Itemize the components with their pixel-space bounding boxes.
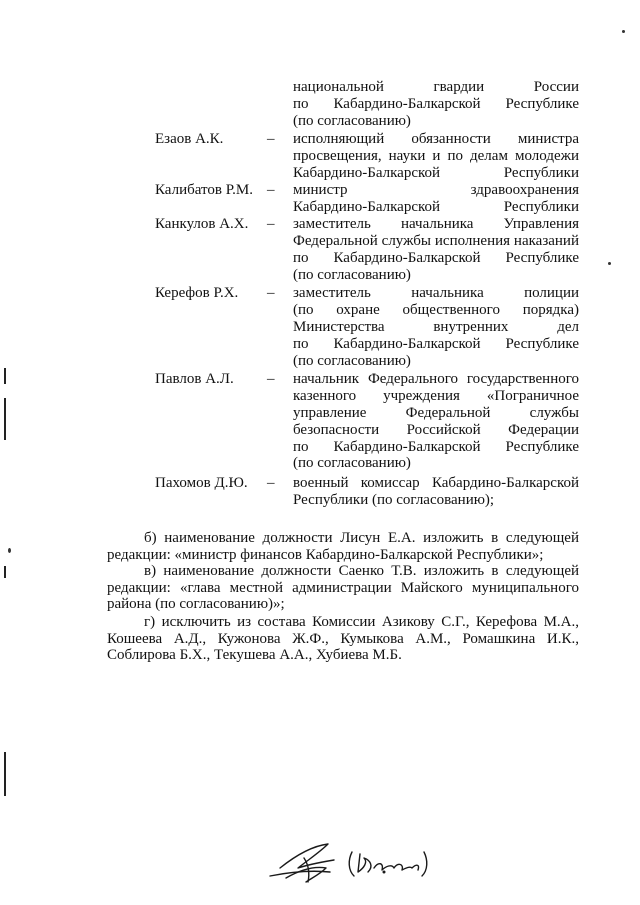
member-position [293, 475, 579, 509]
paragraph-line: б) наименование должности Лисун Е.А. изложить в следующей [144, 530, 579, 546]
position-line: заместитель начальника Управления [293, 216, 579, 232]
position-line: просвещения, науки и по делам молодежи [293, 147, 579, 164]
member-position [293, 216, 579, 284]
continuation-text [293, 79, 579, 130]
position-line: по Кабардино-Балкарской Республике [293, 335, 579, 352]
scan-margin-mark [4, 398, 6, 440]
member-name: Пахомов Д.Ю. [155, 475, 248, 491]
scan-margin-mark [4, 566, 6, 578]
scan-margin-mark [4, 368, 6, 384]
continuation-line: по Кабардино-Балкарской Республике [293, 95, 579, 112]
position-line: Республики (по согласованию); [293, 491, 495, 508]
member-position [293, 131, 579, 182]
scan-speck [608, 262, 611, 265]
amendment-paragraph-v [107, 563, 579, 613]
position-line: Кабардино-Балкарской Республики [293, 198, 579, 215]
amendment-paragraph-b [107, 530, 579, 563]
member-position [293, 285, 579, 369]
position-line: начальник Федерального государственного [293, 371, 579, 387]
position-line: (по охране общественного порядка) [293, 301, 579, 318]
scan-speck [8, 548, 11, 553]
position-line: управление Федеральной службы [293, 404, 579, 421]
paragraph-line: района (по согласованию)»; [107, 596, 285, 612]
position-line: военный комиссар Кабардино-Балкарской [293, 475, 579, 491]
position-line: по Кабардино-Балкарской Республике [293, 438, 579, 455]
position-line: министр здравоохранения [293, 182, 579, 198]
position-line: Кабардино-Балкарской Республики [293, 164, 579, 181]
position-line: исполняющий обязанности министра [293, 131, 579, 147]
member-dash: – [267, 182, 275, 198]
position-line: безопасности Российской Федерации [293, 421, 579, 438]
position-line: (по согласованию) [293, 266, 411, 283]
member-name: Канкулов А.Х. [155, 216, 249, 232]
position-line: заместитель начальника полиции [293, 285, 579, 301]
paragraph-line: редакции: «глава местной администрации Майского муниципального [107, 579, 579, 596]
amendment-paragraph-g [107, 614, 579, 664]
paragraph-line: редакции: «министр финансов Кабардино-Балкарской Республики»; [107, 546, 544, 563]
member-name: Павлов А.Л. [155, 371, 234, 387]
position-line: (по согласованию) [293, 352, 411, 369]
member-dash: – [267, 216, 275, 232]
member-name: Калибатов Р.М. [155, 182, 254, 198]
member-dash: – [267, 475, 275, 491]
member-dash: – [267, 371, 275, 387]
position-line: по Кабардино-Балкарской Республике [293, 249, 579, 266]
continuation-line: (по согласованию) [293, 112, 411, 129]
member-dash: – [267, 131, 275, 147]
scan-margin-mark [4, 752, 6, 796]
scan-speck [622, 30, 625, 33]
continuation-line: национальной гвардии России [293, 79, 579, 95]
paragraph-line: Соблирова Б.Х., Текушева А.А., Хубиева М.Б. [107, 647, 402, 663]
member-dash: – [267, 285, 275, 301]
member-name: Керефов Р.Х. [155, 285, 239, 301]
paragraph-line: в) наименование должности Саенко Т.В. изложить в следующей [144, 563, 579, 579]
member-name: Езаов А.К. [155, 131, 224, 147]
member-position [293, 371, 579, 472]
position-line: (по согласованию) [293, 455, 411, 472]
paragraph-line: Кошеева А.Д., Кужонова Ж.Ф., Кумыкова А.М., Ромашкина И.К., [107, 630, 579, 647]
position-line: Министерства внутренних дел [293, 318, 579, 335]
paragraph-line: г) исключить из состава Комиссии Азикову С.Г., Керефова М.А., [144, 614, 579, 630]
member-position [293, 182, 579, 216]
position-line: казенного учреждения «Пограничное [293, 387, 579, 404]
handwritten-signature [250, 838, 450, 888]
position-line: Федеральной службы исполнения наказаний [293, 232, 579, 249]
